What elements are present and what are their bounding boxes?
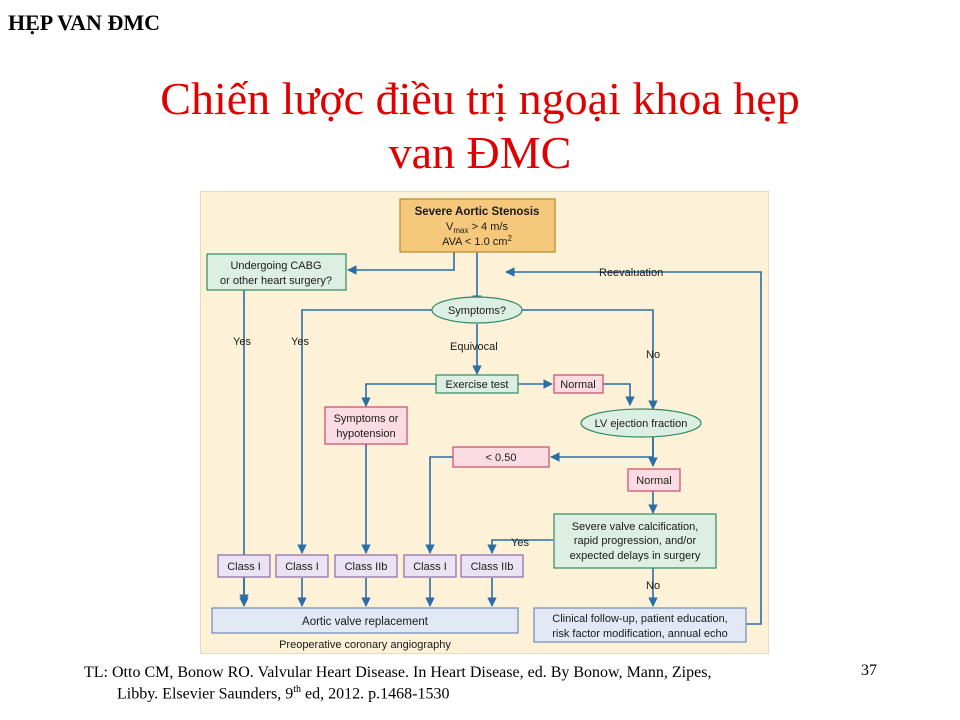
yes-label-cabg: Yes xyxy=(233,336,251,348)
clinical-follow-up-box xyxy=(534,608,746,642)
cabg-line-2: or other heart surgery? xyxy=(220,275,332,287)
calc-line-2: rapid progression, and/or xyxy=(573,535,697,547)
severe-title: Severe Aortic Stenosis xyxy=(414,206,540,218)
valve-calcification-box xyxy=(554,514,716,568)
class-i-label-1: Class I xyxy=(227,561,261,573)
calc-line-1: Severe valve calcification, xyxy=(571,521,699,533)
calc-line-3: expected delays in surgery xyxy=(569,550,701,562)
sympt-hypo-line-2: hypotension xyxy=(336,428,396,440)
aortic-stenosis-flowchart xyxy=(200,191,769,654)
section-header: HẸP VAN ĐMC xyxy=(8,10,160,35)
severe-aortic-stenosis-box xyxy=(400,199,555,252)
citation-edition-suffix: th xyxy=(293,684,302,695)
yes-label-symptoms: Yes xyxy=(291,336,309,348)
class-i-box-2 xyxy=(276,555,328,577)
ava-criterion: AVA < 1.0 $cm^2$ xyxy=(442,234,512,248)
slide-title-line-1: Chiến lược điều trị ngoại khoa hẹp xyxy=(160,73,800,124)
angiography-label: Preoperative coronary angiography xyxy=(279,639,451,651)
equivocal-label: Equivocal xyxy=(450,341,498,353)
followup-line-1: Clinical follow-up, patient education, xyxy=(552,613,728,625)
avr-label: Aortic valve replacement xyxy=(302,616,428,628)
yes-label-calc: Yes xyxy=(511,537,529,549)
followup-line-2: risk factor modification, annual echo xyxy=(552,628,728,640)
lt-050-box xyxy=(453,447,549,467)
class-i-box-1 xyxy=(218,555,270,577)
slide-title-line-2: van ĐMC xyxy=(388,127,572,178)
class-iib-box-2 xyxy=(461,555,523,577)
sympt-hypo-line-1: Symptoms or xyxy=(333,413,399,425)
vmax-criterion: $V_{max} > 4$ m/s xyxy=(446,221,508,235)
normal-exercise-box xyxy=(554,375,603,393)
no-label-calc: No xyxy=(646,580,661,592)
class-i-label-3: Class I xyxy=(413,561,447,573)
cabg-line-1: Undergoing CABG xyxy=(230,260,322,272)
class-iib-label-1: Class IIb xyxy=(344,561,388,573)
normal-lvef-label: Normal xyxy=(636,475,672,487)
class-i-label-2: Class I xyxy=(285,561,319,573)
normal-exercise-label: Normal xyxy=(560,379,596,391)
class-i-box-3 xyxy=(404,555,456,577)
no-label-symptoms: No xyxy=(646,349,661,361)
class-iib-box-1 xyxy=(335,555,397,577)
lv-ef-label: LV ejection fraction xyxy=(594,418,688,430)
citation-line-1: TL: Otto CM, Bonow RO. Valvular Heart Disease. In Heart Disease, ed. By Bonow, Mann, Zipes, xyxy=(84,664,712,681)
citation-line-2-pre: Libby. Elsevier Saunders, 9 xyxy=(117,685,294,703)
exercise-test-box xyxy=(436,375,518,393)
lv-ejection-fraction xyxy=(581,409,701,437)
symptoms-hypotension-box xyxy=(325,407,407,444)
exercise-test-label: Exercise test xyxy=(445,379,509,391)
normal-lvef-box xyxy=(628,469,680,491)
citation-line-2 xyxy=(117,684,449,703)
cabg-question-box xyxy=(207,254,346,290)
citation-line-2-post: ed, 2012. p.1468-1530 xyxy=(301,685,450,703)
symptoms-question xyxy=(432,297,522,323)
symptoms-label: Symptoms? xyxy=(447,305,507,317)
class-iib-label-2: Class IIb xyxy=(470,561,514,573)
reevaluation-label: Reevaluation xyxy=(599,267,664,279)
page-number: 37 xyxy=(861,662,877,679)
lt-050-label: < 0.50 xyxy=(485,452,517,464)
